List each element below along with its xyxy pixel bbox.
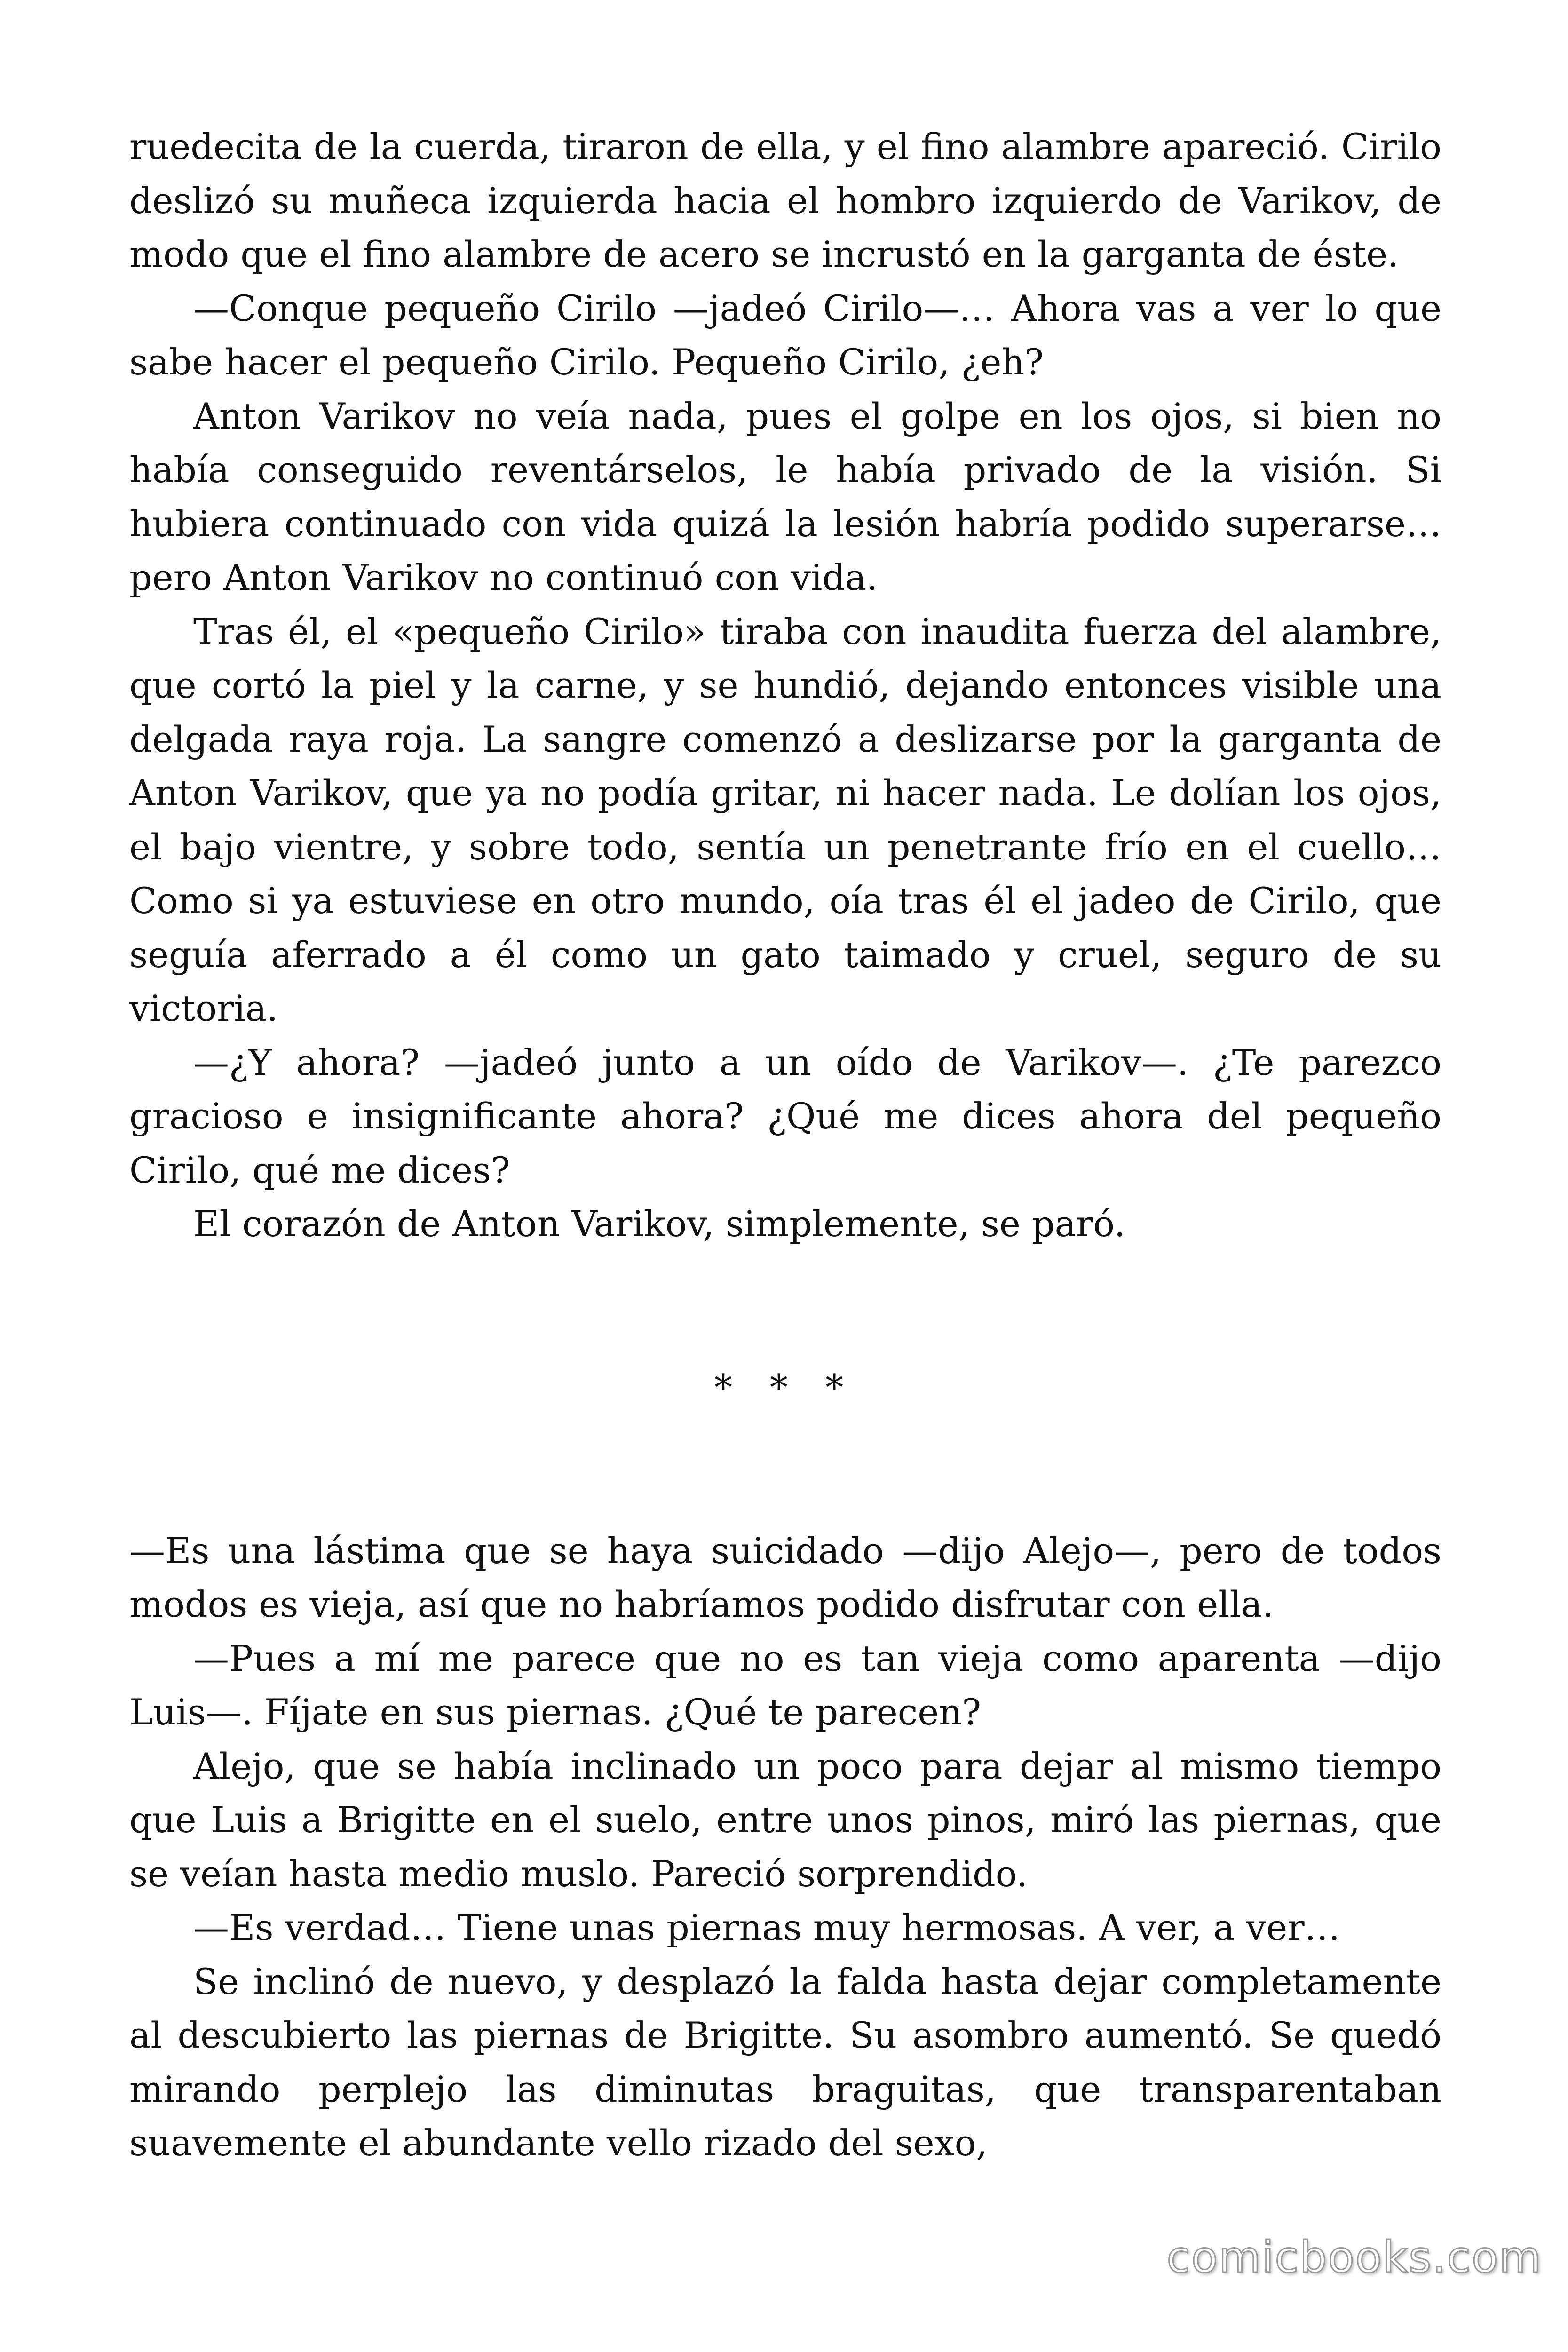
paragraph: Anton Varikov no veía nada, pues el golpe en los ojos, si bien no había conseguido reventárselos, le había privado de la visión. Si hubiera continuado con vida quizá la lesión habría podido superarse… pero Anton Varikov no continuó con vida. xyxy=(129,395,1441,598)
paragraph: ruedecita de la cuerda, tiraron de ella, y el fino alambre apareció. Cirilo deslizó su muñeca izquierda hacia el hombro izquierdo de Varikov, de modo que el fino alambre de acero se incrustó en la garganta de éste. xyxy=(129,126,1441,275)
text-block-bottom xyxy=(129,1524,1441,2170)
paragraph: —¿Y ahora? —jadeó junto a un oído de Varikov—. ¿Te parezco gracioso e insignificante ahora? ¿Qué me dices ahora del pequeño Cirilo, qué me dices? xyxy=(129,1041,1441,1191)
paragraph: —Es verdad… Tiene unas piernas muy hermosas. A ver, a ver… xyxy=(193,1907,1340,1948)
paragraph: —Conque pequeño Cirilo —jadeó Cirilo—… Ahora vas a ver lo que sabe hacer el pequeño Cirilo. Pequeño Cirilo, ¿eh? xyxy=(129,287,1441,383)
scene-separator: * * * xyxy=(714,1367,857,1408)
watermark: comicbooks.com xyxy=(1166,2232,1542,2282)
text-block-top xyxy=(129,120,1441,1251)
paragraph: Alejo, que se había inclinado un poco para dejar al mismo tiempo que Luis a Brigitte en el suelo, entre unos pinos, miró las piernas, que se veían hasta medio muslo. Pareció sorprendido. xyxy=(129,1745,1441,1895)
page-body xyxy=(129,120,1441,2170)
paragraph: Tras él, el «pequeño Cirilo» tiraba con inaudita fuerza del alambre, que cortó la piel y la carne, y se hundió, dejando entonces visible una delgada raya roja. La sangre comenzó a deslizarse por la garganta de Anton Varikov, que ya no podía gritar, ni hacer nada. Le dolían los ojos, el bajo vientre, y sobre todo, sentía un penetrante frío en el cuello… Como si ya estuviese en otro mundo, oía tras él el jadeo de Cirilo, que seguía aferrado a él como un gato taimado y cruel, seguro de su victoria. xyxy=(129,610,1441,1029)
paragraph: El corazón de Anton Varikov, simplemente, se paró. xyxy=(193,1203,1125,1245)
paragraph: Se inclinó de nuevo, y desplazó la falda hasta dejar completamente al descubierto las piernas de Brigitte. Su asombro aumentó. Se quedó mirando perplejo las diminutas braguitas, que transparentaban suavemente el abundante vello rizado del sexo, xyxy=(129,1960,1441,2164)
paragraph: —Pues a mí me parece que no es tan vieja como aparenta —dijo Luis—. Fíjate en sus piernas. ¿Qué te parecen? xyxy=(129,1637,1441,1733)
paragraph: —Es una lástima que se haya suicidado —dijo Alejo—, pero de todos modos es vieja, así que no habríamos podido disfrutar con ella. xyxy=(129,1529,1441,1625)
